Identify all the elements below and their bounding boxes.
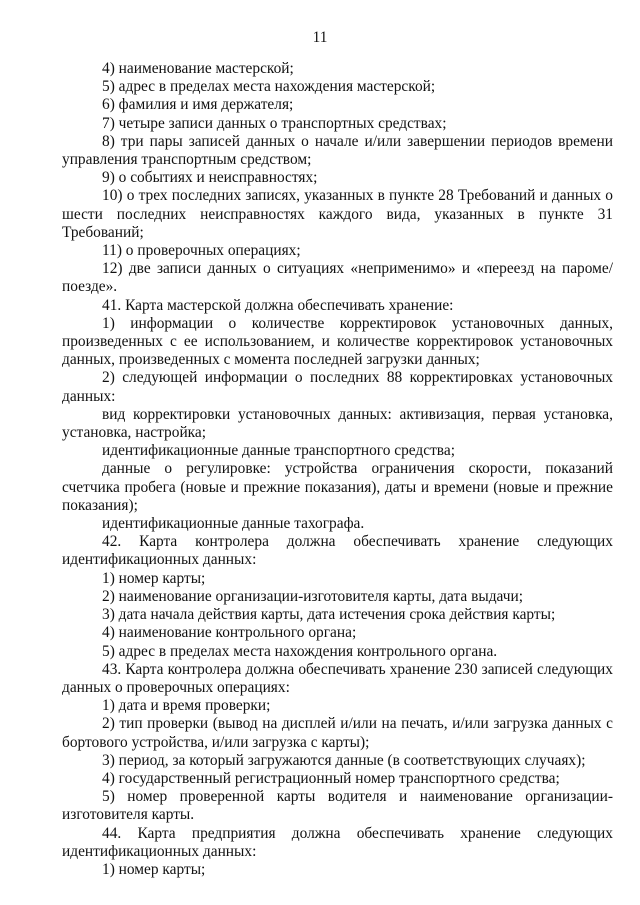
paragraph: 4) наименование мастерской; — [102, 60, 294, 77]
paragraph: 4) государственный регистрационный номер транспортного средства; — [102, 769, 560, 787]
paragraph: 2) наименование организации-изготовителя карты, дата выдачи; — [102, 587, 523, 605]
paragraph: 8) три пары записей данных о начале и/или завершении периодов времени управления транспортным средством; — [62, 132, 613, 169]
paragraph: вид корректировки установочных данных: активизация, первая установка, установка, настройка; — [62, 405, 613, 442]
paragraph: данные о регулировке: устройства ограничения скорости, показаний счетчика пробега (новые и прежние показания), даты и времени (новые и прежние показания); — [62, 460, 613, 514]
paragraph: 2) тип проверки (вывод на дисплей и/или на печать, и/или загрузка данных с бортового устройства, и/или загрузка с карты); — [62, 715, 613, 751]
paragraph: 3) дата начала действия карты, дата истечения срока действия карты; — [102, 606, 556, 624]
paragraph: 5) адрес в пределах места нахождения мастерской; — [102, 78, 436, 96]
paragraph: 6) фамилия и имя держателя; — [102, 96, 294, 114]
paragraph: 10) о трех последних записях, указанных в пункте 28 Требований и данных о шести последних неисправностях каждого вида, указанных в пункте 31 Требований; — [62, 187, 613, 241]
paragraph: 41. Карта мастерской должна обеспечивать хранение: — [102, 296, 454, 314]
paragraph: идентификационные данные транспортного средства; — [102, 442, 455, 460]
paragraph: 11) о проверочных операциях; — [102, 242, 301, 260]
paragraph: 4) наименование контрольного органа; — [102, 624, 357, 642]
document-body — [62, 60, 613, 879]
paragraph: 44. Карта предприятия должна обеспечивать хранение следующих идентификационных данных: — [62, 824, 613, 860]
paragraph: 1) информации о количестве корректировок установочных данных, произведенных с ее использованием, и количестве корректировок установочных данных, произведенных с момента последней загрузки данных; — [62, 314, 613, 369]
paragraph: 12) две записи данных о ситуациях «неприменимо» и «переезд на пароме/поезде». — [62, 260, 613, 296]
page-number: 11 — [312, 29, 328, 46]
paragraph: 3) период, за который загружаются данные (в соответствующих случаях); — [102, 751, 586, 769]
paragraph: 5) адрес в пределах места нахождения контрольного органа. — [102, 642, 498, 660]
paragraph: идентификационные данные тахографа. — [102, 515, 365, 533]
paragraph: 5) номер проверенной карты водителя и наименование организации-изготовителя карты. — [62, 788, 613, 824]
paragraph: 42. Карта контролера должна обеспечивать хранение следующих идентификационных данных: — [62, 533, 613, 569]
paragraph: 2) следующей информации о последних 88 корректировках установочных данных: — [62, 369, 613, 405]
paragraph: 43. Карта контролера должна обеспечивать хранение 230 записей следующих данных о проверочных операциях: — [62, 660, 613, 696]
paragraph: 9) о событиях и неисправностях; — [102, 169, 318, 187]
paragraph: 1) номер карты; — [102, 860, 206, 878]
paragraph: 7) четыре записи данных о транспортных средствах; — [102, 114, 447, 132]
paragraph: 1) дата и время проверки; — [102, 697, 271, 715]
paragraph: 1) номер карты; — [102, 569, 206, 587]
